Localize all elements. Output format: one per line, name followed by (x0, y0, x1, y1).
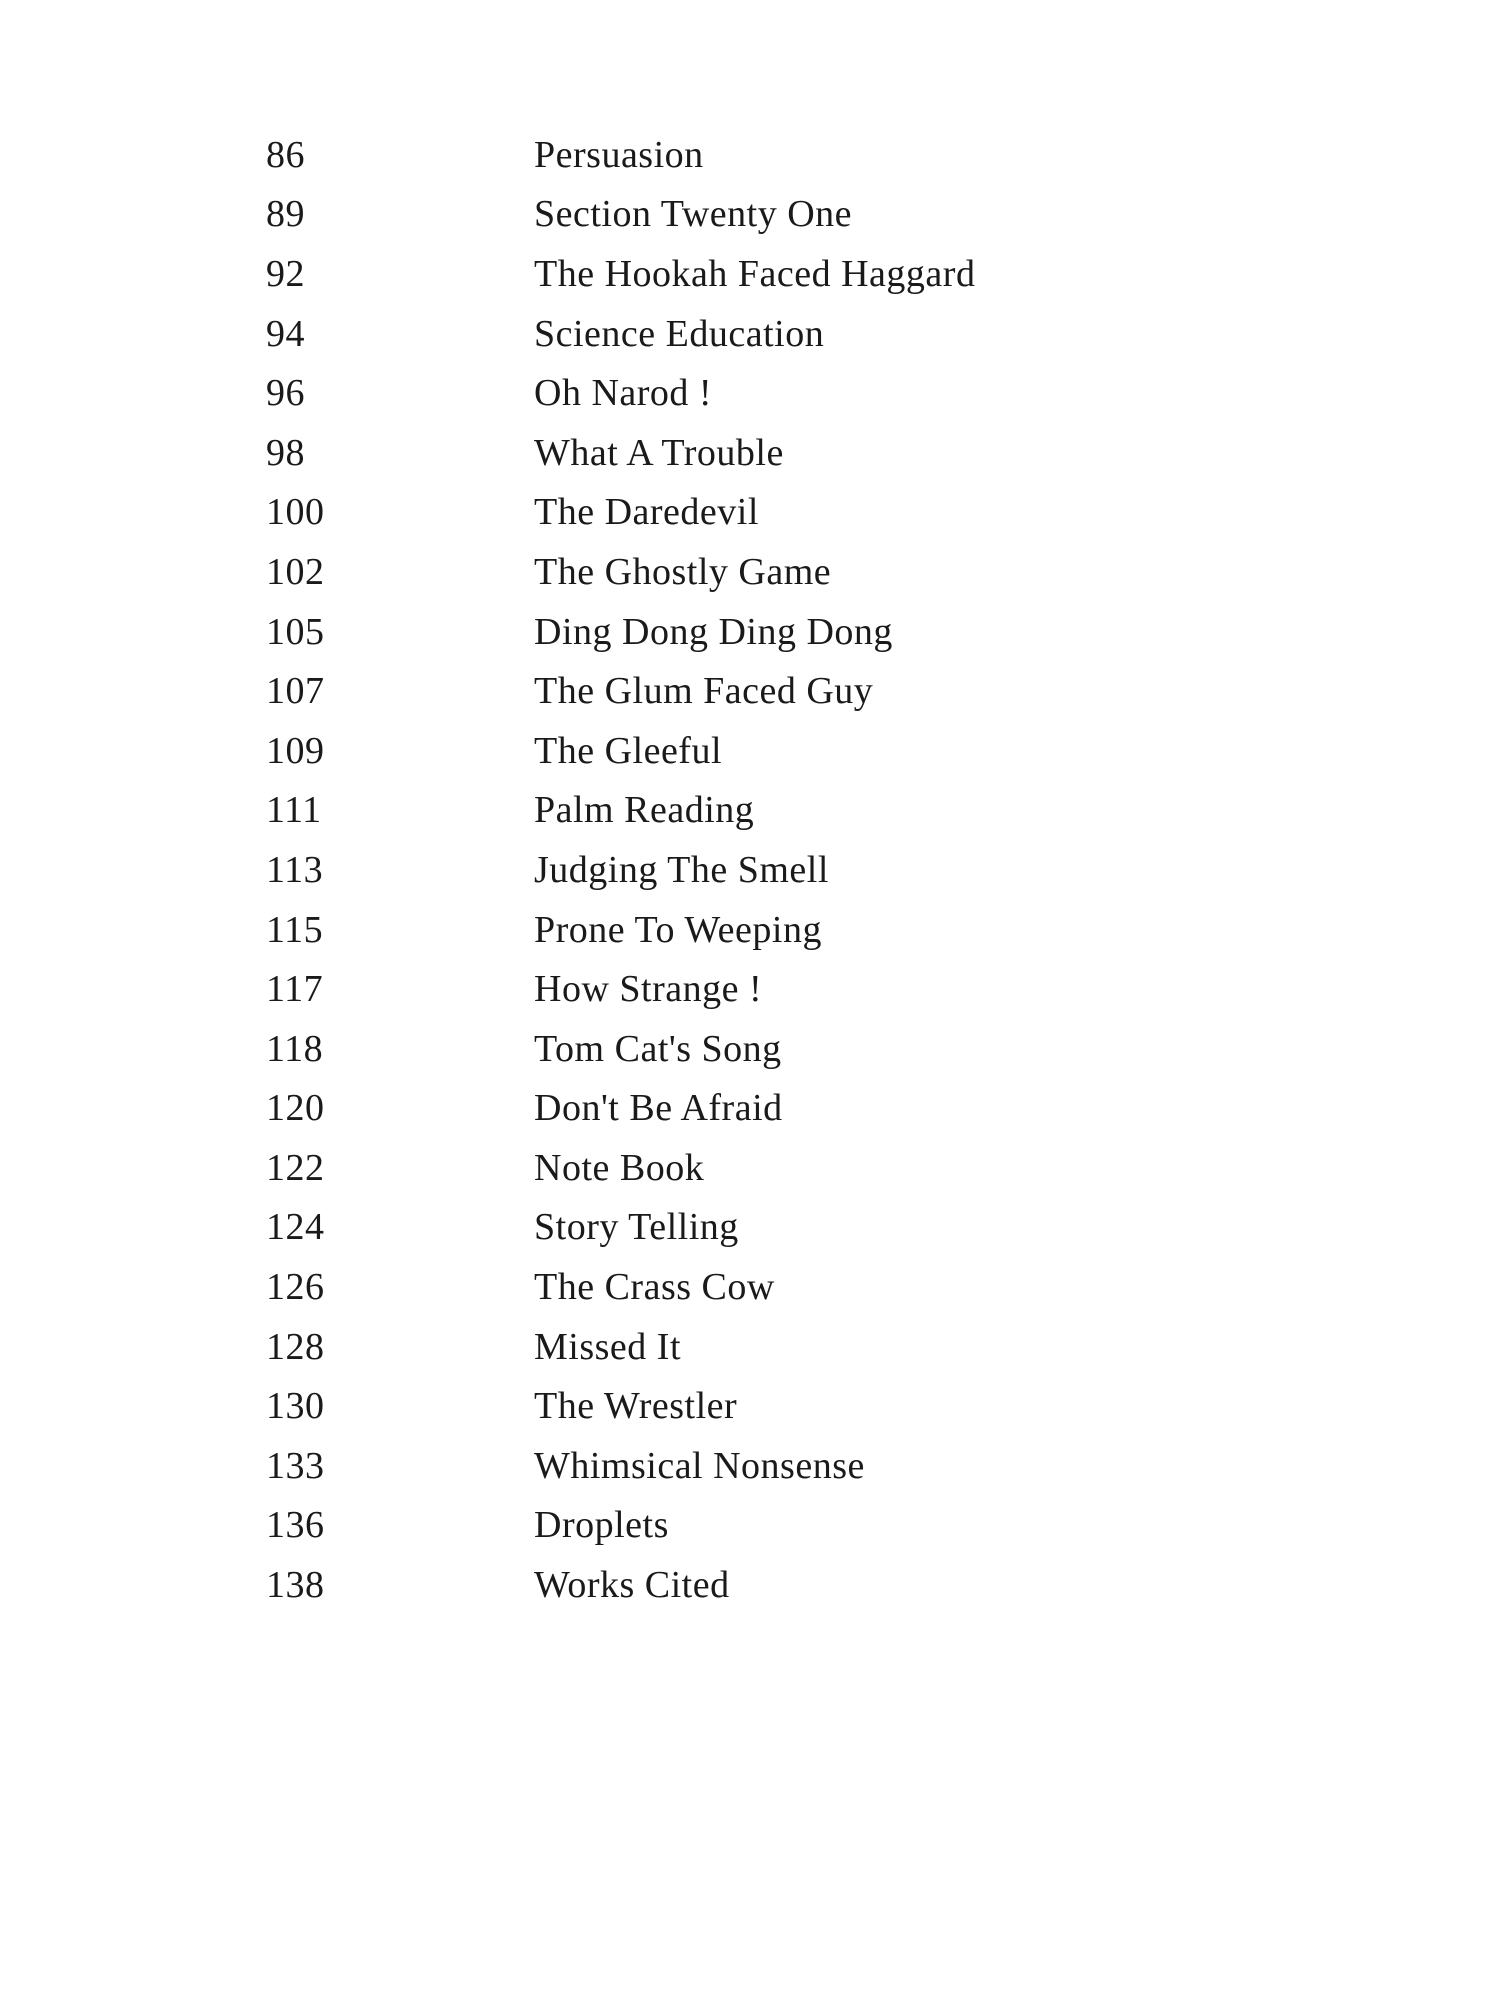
toc-entry (266, 483, 1166, 543)
toc-page-number: 126 (266, 1266, 325, 1309)
toc-entry (266, 661, 1166, 721)
toc-title: What A Trouble (534, 431, 784, 474)
toc-page-number: 122 (266, 1146, 325, 1189)
toc-entry (266, 363, 1166, 423)
toc-page-number: 120 (266, 1087, 325, 1130)
toc-entry (266, 840, 1166, 900)
toc-title: Palm Reading (534, 789, 755, 832)
toc-page-number: 86 (266, 133, 305, 176)
toc-entry (266, 1555, 1166, 1615)
toc-title: Oh Narod ! (534, 372, 713, 415)
toc-page-number: 115 (266, 908, 324, 951)
toc-page-number: 117 (266, 968, 324, 1011)
toc-title: Prone To Weeping (534, 908, 822, 951)
toc-entry (266, 423, 1166, 483)
toc-page-number: 118 (266, 1027, 324, 1070)
toc-title: Tom Cat's Song (534, 1027, 782, 1070)
toc-page-number: 89 (266, 193, 305, 236)
toc-page-number: 138 (266, 1564, 325, 1607)
toc-entry (266, 244, 1166, 304)
toc-entry (266, 721, 1166, 781)
toc-entry (266, 125, 1166, 185)
toc-title: Missed It (534, 1325, 681, 1368)
toc-entry (266, 542, 1166, 602)
toc-entry (266, 959, 1166, 1019)
toc-page-number: 124 (266, 1206, 325, 1249)
toc-page-number: 113 (266, 848, 324, 891)
toc-entry (266, 1019, 1166, 1079)
toc-page-number: 100 (266, 491, 325, 534)
toc-page-number: 136 (266, 1504, 325, 1547)
toc-title: How Strange ! (534, 968, 763, 1011)
toc-title: The Gleeful (534, 729, 723, 772)
toc-page-number: 92 (266, 252, 305, 295)
toc-entry (266, 1079, 1166, 1139)
toc-entry (266, 781, 1166, 841)
toc-page-number: 109 (266, 729, 325, 772)
toc-title: Works Cited (534, 1564, 730, 1607)
toc-entry (266, 1257, 1166, 1317)
toc-entry (266, 900, 1166, 960)
toc-page-number: 130 (266, 1385, 325, 1428)
toc-page-number: 102 (266, 550, 325, 593)
toc-title: Note Book (534, 1146, 705, 1189)
toc-title: Whimsical Nonsense (534, 1444, 865, 1487)
toc-title: Persuasion (534, 133, 704, 176)
toc-page-number: 96 (266, 372, 305, 415)
toc-entry (266, 1198, 1166, 1258)
toc-title: The Wrestler (534, 1385, 738, 1428)
toc-title: The Hookah Faced Haggard (534, 252, 976, 295)
toc-title: The Daredevil (534, 491, 759, 534)
toc-title: Ding Dong Ding Dong (534, 610, 893, 653)
toc-entry (266, 1317, 1166, 1377)
toc-entry (266, 1138, 1166, 1198)
toc-page-number: 105 (266, 610, 325, 653)
toc-title: Section Twenty One (534, 193, 853, 236)
toc-page-number: 128 (266, 1325, 325, 1368)
toc-page-number: 98 (266, 431, 305, 474)
toc-title: Story Telling (534, 1206, 739, 1249)
toc-title: The Glum Faced Guy (534, 670, 874, 713)
toc-title: The Crass Cow (534, 1266, 775, 1309)
toc-entry (266, 304, 1166, 364)
toc-title: Don't Be Afraid (534, 1087, 783, 1130)
toc-entry (266, 1376, 1166, 1436)
toc-page-number: 107 (266, 670, 325, 713)
toc-title: Science Education (534, 312, 825, 355)
toc-page-number: 111 (266, 789, 322, 832)
toc-page-number: 133 (266, 1444, 325, 1487)
toc-entry (266, 602, 1166, 662)
toc-entry (266, 185, 1166, 245)
toc-title: Judging The Smell (534, 848, 829, 891)
toc-entry (266, 1496, 1166, 1556)
toc-entry (266, 1436, 1166, 1496)
toc-title: The Ghostly Game (534, 550, 832, 593)
table-of-contents (266, 125, 1166, 1615)
toc-page-number: 94 (266, 312, 305, 355)
toc-title: Droplets (534, 1504, 669, 1547)
